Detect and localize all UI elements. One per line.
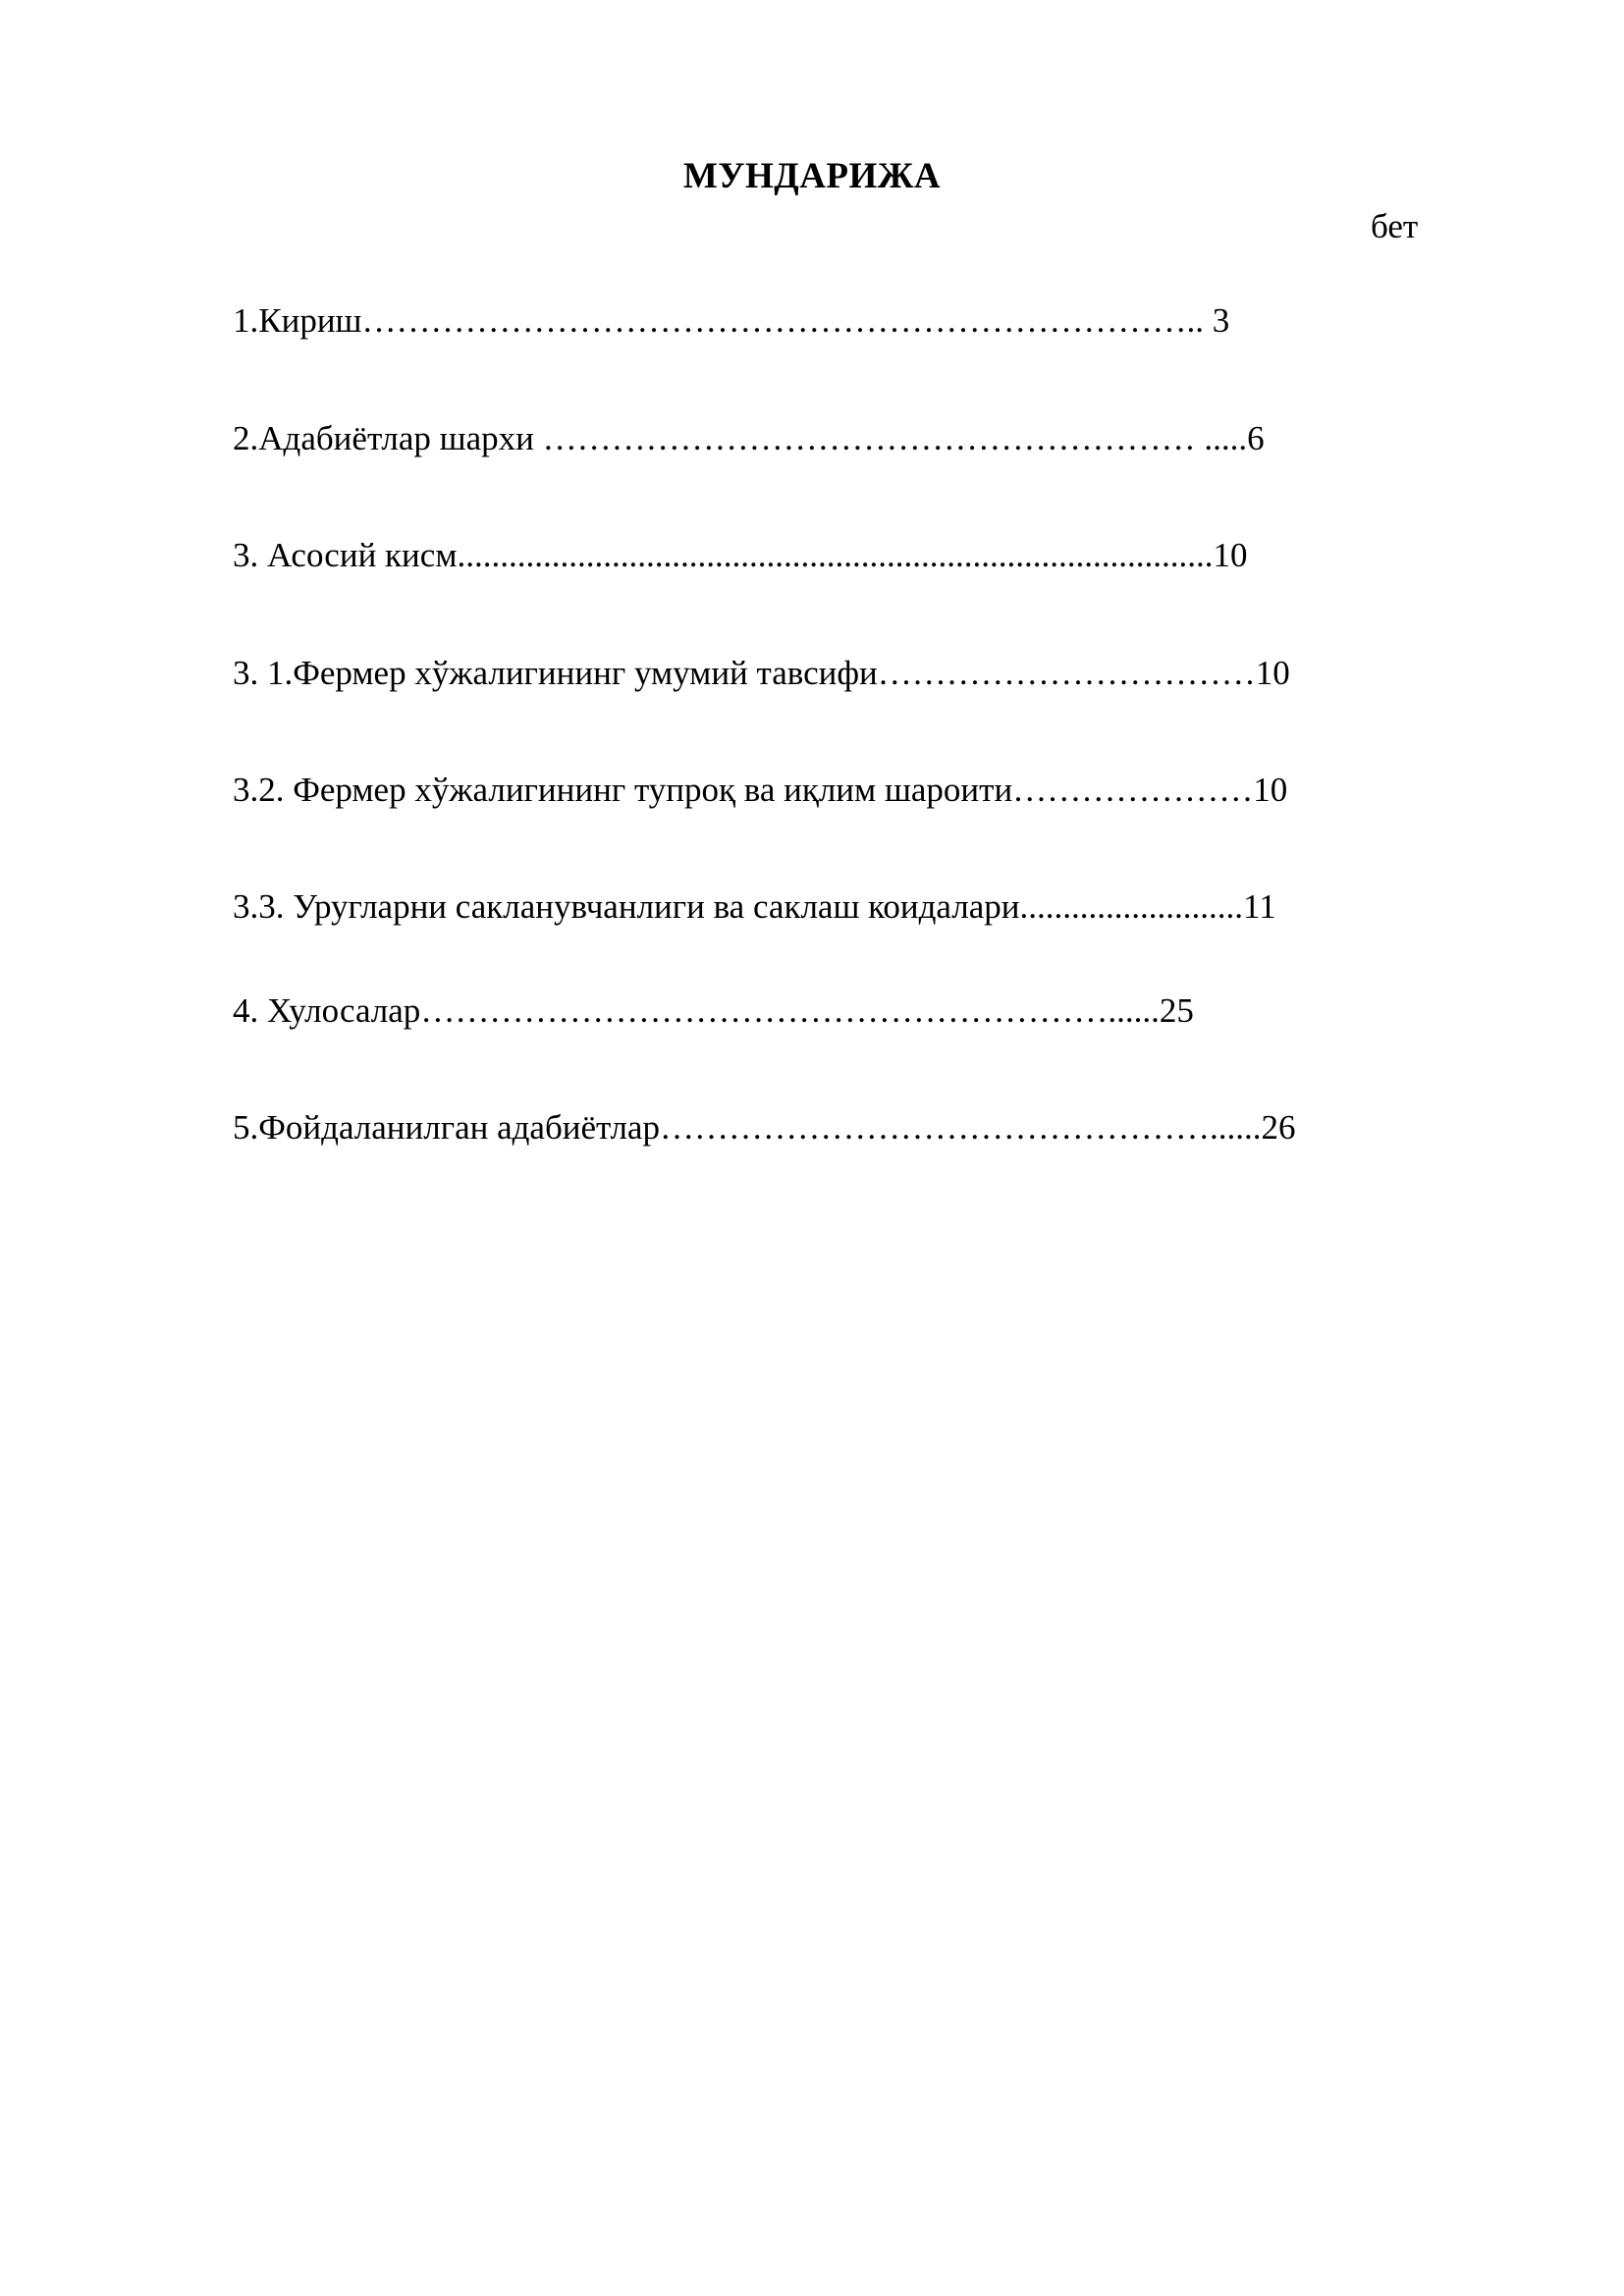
toc-entry-leader: ……………………………………………………......: [420, 991, 1160, 1030]
toc-entry-leader: ........................................................................................: [457, 536, 1214, 574]
toc-entry-label: 4. Хулосалар: [233, 991, 421, 1030]
toc-entry-page: 25: [1159, 991, 1194, 1030]
toc-entry-page: 3: [1212, 301, 1230, 340]
toc-entry-leader: ……………………………: [877, 654, 1256, 692]
toc-entry-references: [233, 1106, 1295, 1149]
toc-entry-page: 26: [1261, 1108, 1296, 1147]
page-column-label: бет: [1371, 207, 1419, 245]
toc-entry-label: 2.Адабиётлар шархи: [233, 419, 543, 457]
toc-entry-conclusions: [233, 989, 1194, 1033]
toc-entry-page: 10: [1213, 536, 1248, 574]
toc-entry-leader: ………………………………………………………………..: [361, 301, 1213, 340]
page-title: МУНДАРИЖА: [682, 156, 942, 196]
toc-entry-introduction: [233, 299, 1229, 343]
toc-entry-label: 1.Кириш: [233, 301, 362, 340]
toc-entry-page: 10: [1255, 654, 1290, 692]
toc-entry-label: 3.3. Уругларни сакланувчанлиги ва саклаш коидалари: [233, 887, 1020, 926]
toc-entry-page: 11: [1243, 887, 1276, 926]
toc-entry-leader: …………………………………………......: [659, 1108, 1262, 1147]
toc-entry-section-3-2: [233, 769, 1287, 812]
toc-entry-label: 5.Фойдаланилган адабиётлар: [233, 1108, 660, 1147]
toc-entry-page: 10: [1253, 771, 1288, 809]
toc-entry-label: 3.2. Фермер хўжалигининг тупроқ ва иқлим шароити: [233, 771, 1013, 809]
toc-entry-main-part: [233, 534, 1247, 577]
toc-entry-section-3-1: [233, 652, 1290, 695]
toc-entry-leader: ..........................: [1019, 887, 1243, 926]
toc-entry-section-3-3: [233, 885, 1276, 929]
toc-entry-label: 3. Асосий кисм: [233, 536, 458, 574]
toc-entry-literature-review: [233, 417, 1265, 460]
toc-entry-leader: ………………………………………………… .....: [542, 419, 1248, 457]
toc-entry-label: 3. 1.Фермер хўжалигининг умумий тавсифи: [233, 654, 878, 692]
toc-entry-leader: …………………: [1012, 771, 1254, 809]
toc-entry-page: 6: [1247, 419, 1265, 457]
